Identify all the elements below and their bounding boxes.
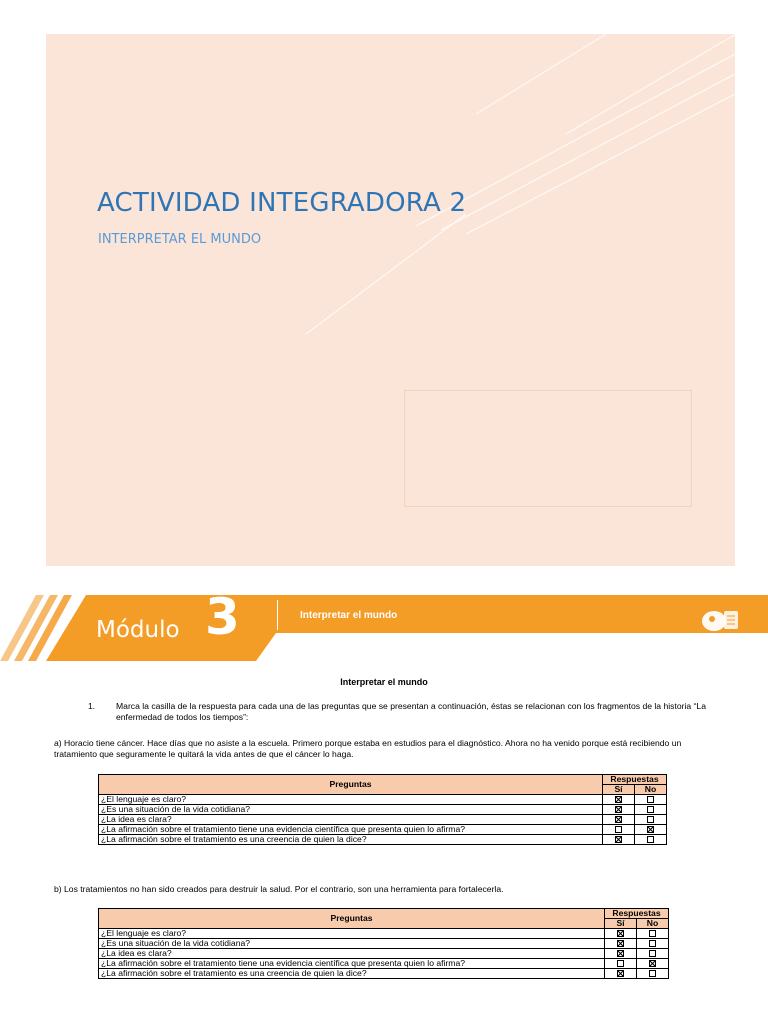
checkbox-si-checked[interactable] xyxy=(615,816,622,823)
slide-subtitle: INTERPRETAR EL MUNDO xyxy=(98,232,262,247)
slide-title: ACTIVIDAD INTEGRADORA 2 xyxy=(97,188,467,218)
question-cell: ¿La afirmación sobre el tratamiento es una creencia de quien la dice? xyxy=(99,835,603,845)
checkbox-no[interactable] xyxy=(647,836,654,843)
question-cell: ¿La afirmación sobre el tratamiento tiene una evidencia científica que presenta quien lo afirma? xyxy=(99,825,603,835)
checkbox-si-checked[interactable] xyxy=(617,940,624,947)
checkbox-si-checked[interactable] xyxy=(615,796,622,803)
header-no: No xyxy=(635,785,667,795)
checkbox-si-checked[interactable] xyxy=(615,836,622,843)
header-no: No xyxy=(637,919,669,929)
table-row xyxy=(99,835,667,845)
questions-table-a xyxy=(98,774,667,845)
module-label: Módulo xyxy=(96,617,180,643)
checkbox-si[interactable] xyxy=(615,826,622,833)
checkbox-si-checked[interactable] xyxy=(615,806,622,813)
table-row xyxy=(99,805,667,815)
checkbox-no[interactable] xyxy=(649,950,656,957)
module-number: 3 xyxy=(205,588,240,646)
header-preguntas: Preguntas xyxy=(99,909,605,929)
table-row xyxy=(99,815,667,825)
table-row xyxy=(99,825,667,835)
checkbox-no[interactable] xyxy=(649,970,656,977)
banner-separator xyxy=(277,600,278,630)
question-cell: ¿El lenguaje es claro? xyxy=(99,929,605,939)
document-title: Interpretar el mundo xyxy=(340,677,428,687)
header-si: Sí xyxy=(605,919,637,929)
checkbox-no[interactable] xyxy=(647,816,654,823)
checkbox-si[interactable] xyxy=(617,960,624,967)
question-cell: ¿Es una situación de la vida cotidiana? xyxy=(99,805,603,815)
table-row xyxy=(99,795,667,805)
question-1-text: Marca la casilla de la respuesta para cada una de las preguntas que se presentan a continuación, éstas se relacionan con los fragmentos de la historia “La enfermedad de todos los tiempos”: xyxy=(116,701,706,722)
question-cell: ¿Es una situación de la vida cotidiana? xyxy=(99,939,605,949)
question-cell: ¿La idea es clara? xyxy=(99,949,605,959)
question-cell: ¿La afirmación sobre el tratamiento es una creencia de quien la dice? xyxy=(99,969,605,979)
header-respuestas: Respuestas xyxy=(603,775,667,785)
header-respuestas: Respuestas xyxy=(605,909,669,919)
header-si: Sí xyxy=(603,785,635,795)
checkbox-no-checked[interactable] xyxy=(649,960,656,967)
checkbox-no[interactable] xyxy=(647,806,654,813)
checkbox-no[interactable] xyxy=(649,930,656,937)
slide-placeholder-box xyxy=(404,390,692,507)
checkbox-no[interactable] xyxy=(649,940,656,947)
checkbox-si-checked[interactable] xyxy=(617,930,624,937)
checkbox-si-checked[interactable] xyxy=(617,970,624,977)
banner-subtitle: Interpretar el mundo xyxy=(300,610,398,621)
question-1-number: 1. xyxy=(88,701,96,711)
paragraph-b: b) Los tratamientos no han sido creados para destruir la salud. Por el contrario, son una herramienta para fortalecerla. xyxy=(54,884,504,894)
table-row xyxy=(99,929,669,939)
checkbox-no-checked[interactable] xyxy=(647,826,654,833)
table-row xyxy=(99,939,669,949)
table-row xyxy=(99,959,669,969)
paragraph-a: a) Horacio tiene cáncer. Hace días que no asiste a la escuela. Primero porque estaba en estudios para el diagnóstico. Ahora no ha venido porque está recibiendo un tratamiento que seguramente le quitará la vida antes de que el cáncer lo haga. xyxy=(54,738,682,759)
question-cell: ¿El lenguaje es claro? xyxy=(99,795,603,805)
checkbox-si-checked[interactable] xyxy=(617,950,624,957)
question-cell: ¿La afirmación sobre el tratamiento tiene una evidencia científica que presenta quien lo afirma? xyxy=(99,959,605,969)
header-preguntas: Preguntas xyxy=(99,775,603,795)
table-row xyxy=(99,969,669,979)
prepa-en-linea-logo-icon xyxy=(700,605,740,637)
title-slide xyxy=(46,34,735,566)
question-cell: ¿La idea es clara? xyxy=(99,815,603,825)
questions-table-b xyxy=(98,908,669,979)
table-row xyxy=(99,949,669,959)
checkbox-no[interactable] xyxy=(647,796,654,803)
